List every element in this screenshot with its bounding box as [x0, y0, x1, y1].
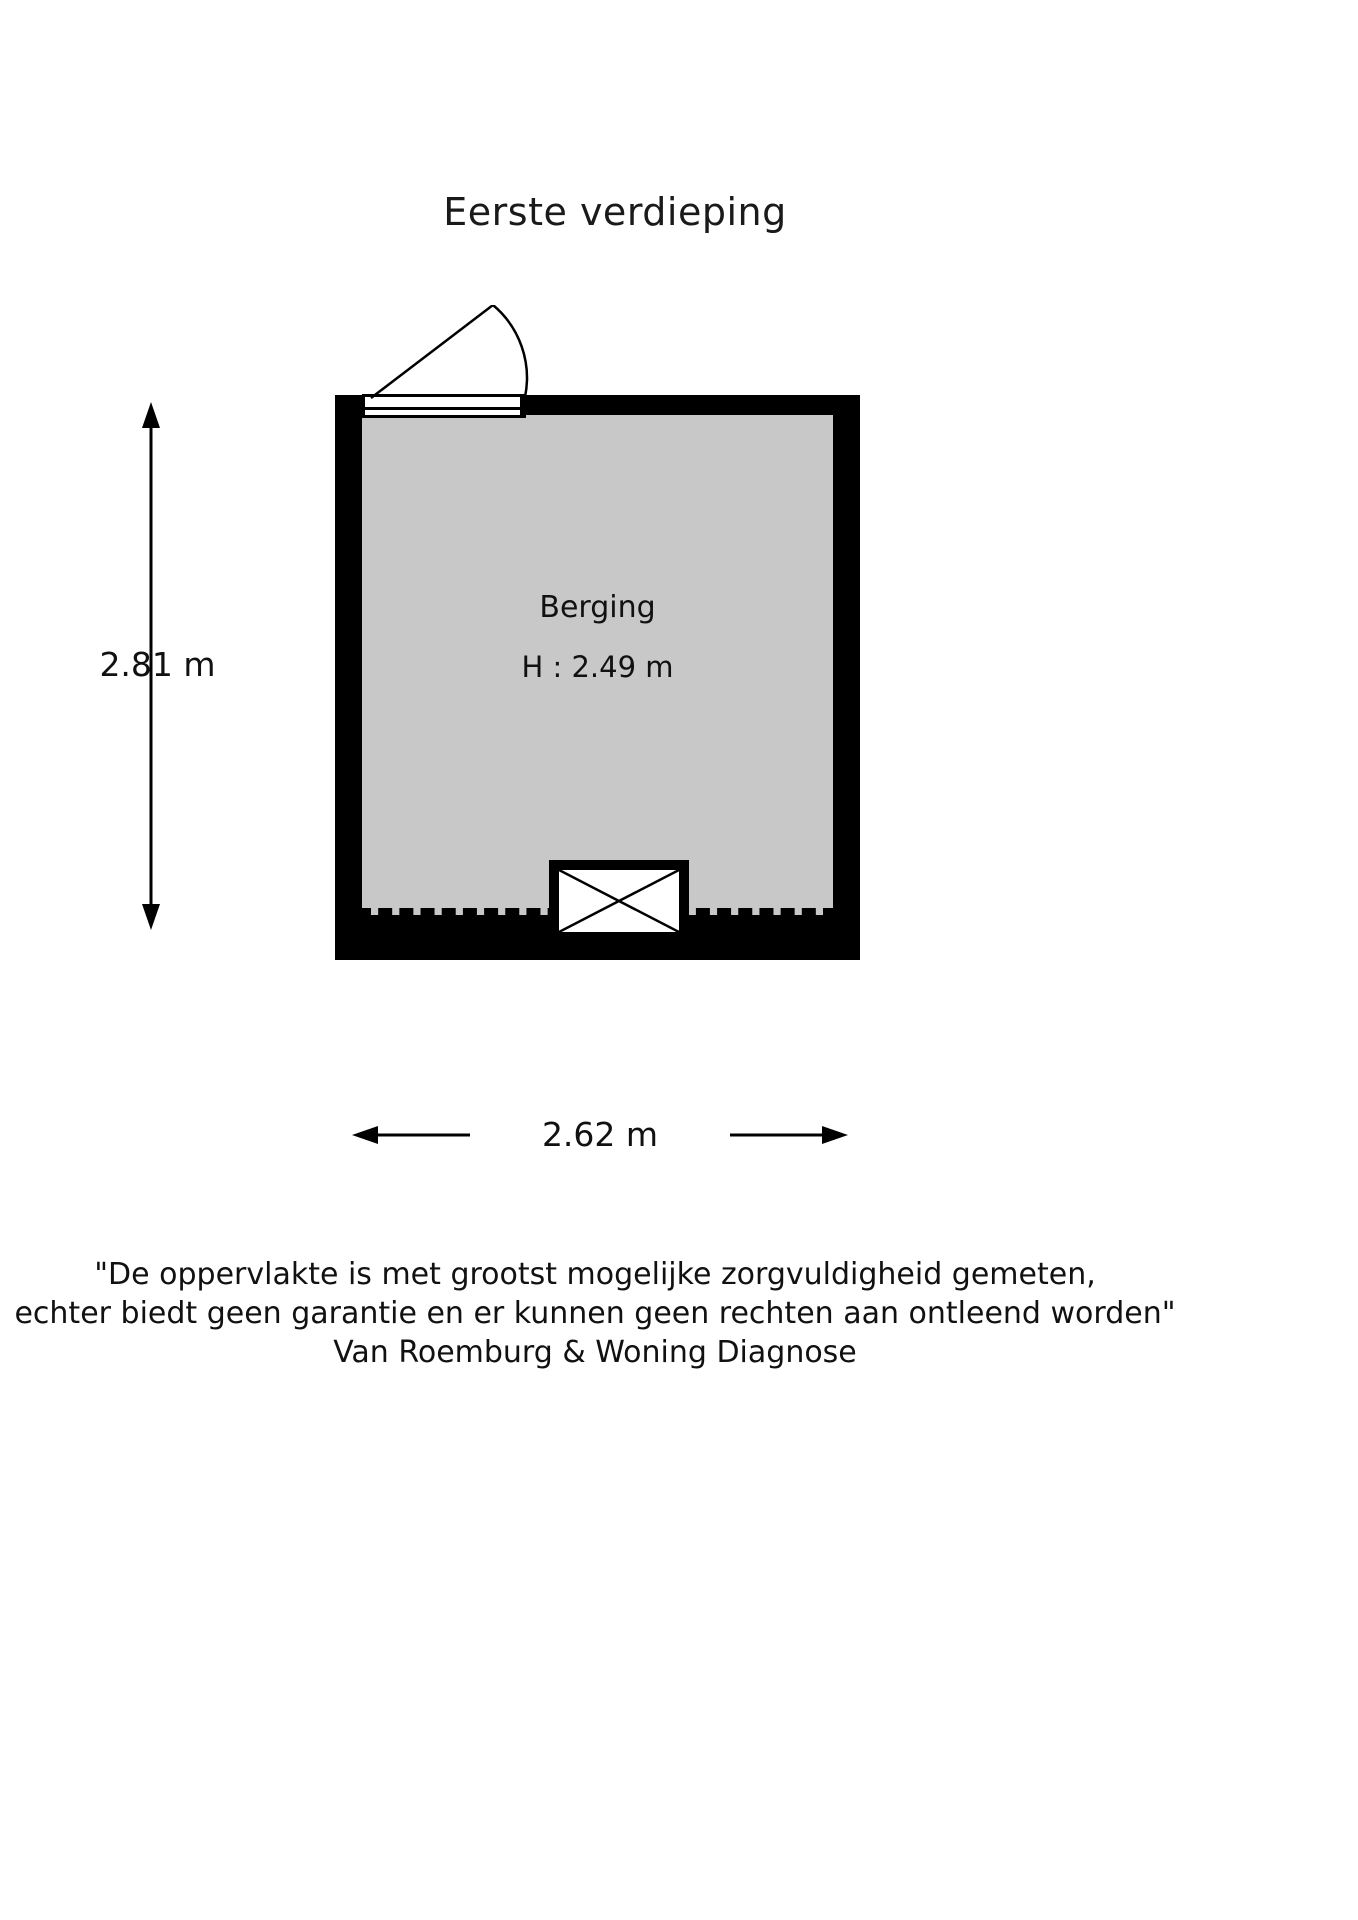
door-threshold-line: [365, 407, 524, 410]
window-hatch-inner: [559, 870, 679, 932]
room-height-label: H : 2.49 m: [521, 650, 674, 684]
room-name-label: Berging: [539, 590, 656, 625]
dimension-vertical-label: 2.81 m: [99, 645, 216, 684]
disclaimer-line-3: Van Roemburg & Woning Diagnose: [333, 1335, 857, 1370]
floor-plan: [335, 395, 860, 960]
disclaimer-line-1: "De oppervlakte is met grootst mogelijke zorgvuldigheid gemeten,: [94, 1257, 1096, 1292]
window-hatch-icon: [549, 860, 689, 942]
door-swing-icon: [365, 305, 535, 400]
dimension-horizontal-label: 2.62 m: [470, 1115, 730, 1154]
disclaimer-line-2: echter biedt geen garantie en er kunnen geen rechten aan ontleend worden": [14, 1296, 1176, 1331]
door-jamb-right: [520, 394, 526, 418]
door-opening: [365, 394, 524, 418]
disclaimer-text: [0, 1255, 1190, 1372]
page-title: Eerste verdieping: [443, 190, 787, 234]
